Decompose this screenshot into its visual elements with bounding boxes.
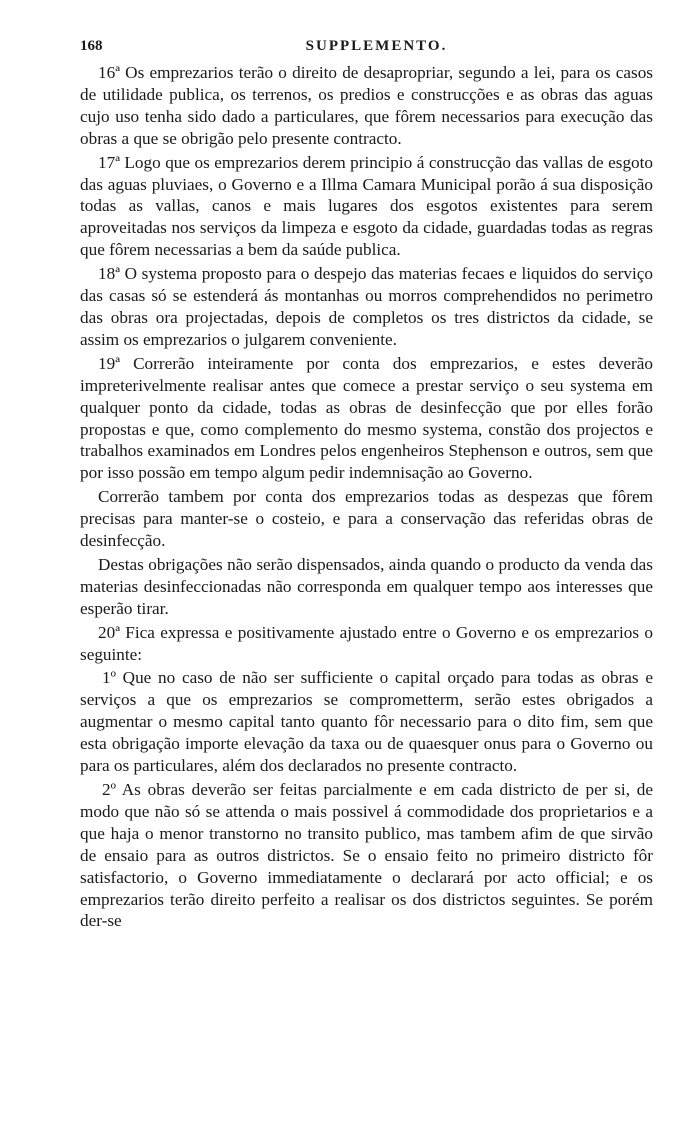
body-text	[80, 62, 653, 932]
running-head	[80, 38, 653, 62]
clause-20: 20ª Fica expressa e positivamente ajustado entre o Governo e os emprezarios o seguinte:	[80, 622, 653, 664]
header-title: SUPPLEMENTO.	[305, 38, 448, 54]
clause-19-costs: Correrão tambem por conta dos emprezarios todas as despezas que fôrem precisas para manter-se o costeio, e para a conservação das referidas obras de desinfecção.	[80, 487, 653, 551]
clause-19-obligations: Destas obrigações não serão dispensados, ainda quando o producto da venda das materias desinfeccionadas não corresponda em qualquer tempo aos interesses que esperão tirar.	[80, 554, 653, 618]
clause-20-item-2: 2º As obras deverão ser feitas parcialmente e em cada districto de per si, de modo que não só se attenda o mais possivel á commodidade dos proprietarios e a que haja o menor transtorno no transito publico, mas tambem afim de que sirvão de ensaio para as outros districtos. Se o ensaio feito no primeiro districto fôr satisfactorio, o Governo immediatamente o declarará por acto official; e os emprezarios terão direito perfeito a realisar os dos districtos seguintes. Se porém der-se	[80, 780, 653, 931]
clause-16: 16ª Os emprezarios terão o direito de desapropriar, segundo a lei, para os casos de utilidade publica, os terrenos, os predios e construcções e as obras das aguas cujo uso tenha sido dado a particulares, que fôrem necessarios para execução das obras a que se obrigão pelo presente contracto.	[80, 63, 653, 148]
clause-20-item-1: 1º Que no caso de não ser sufficiente o capital orçado para todas as obras e serviços a que os emprezarios se comprometterm, serão estes obrigados a augmentar o mesmo capital tanto quanto fôr necessario para o dito fim, sem que esta obrigação importe elevação da taxa ou de quaesquer onus para o Governo ou para os particulares, além dos declarados no presente contracto.	[80, 668, 653, 776]
clause-17: 17ª Logo que os emprezarios derem principio á construcção das vallas de esgoto das aguas pluviaes, o Governo e a Illma Camara Municipal porão á sua disposição todas as vallas, canos e mais lugares dos esgotos existentes para serem aproveitadas nos serviços da limpeza e esgoto da cidade, guardadas todas as regras que fôrem necessarias a bem da saúde publica.	[80, 152, 653, 260]
clause-18: 18ª O systema proposto para o despejo das materias fecaes e liquidos do serviço das casas só se estenderá ás montanhas ou morros comprehendidos no perimetro das obras ora projectadas, depois de completos os tres districtos da cidade, se assim os emprezarios o julgarem conveniente.	[80, 264, 653, 349]
page-number: 168	[80, 38, 103, 54]
clause-19: 19ª Correrão inteiramente por conta dos emprezarios, e estes deverão impreterivelmente realisar antes que comece a prestar serviço o seu systema em qualquer ponto da cidade, todas as obras de desinfecção que por elles forão propostas e que, como complemento do mesmo systema, constão dos projectos e trabalhos examinados em Londres pelos engenheiros Stephenson e outros, sem que por isso possão em tempo algum pedir indemnisação ao Governo.	[80, 353, 653, 483]
